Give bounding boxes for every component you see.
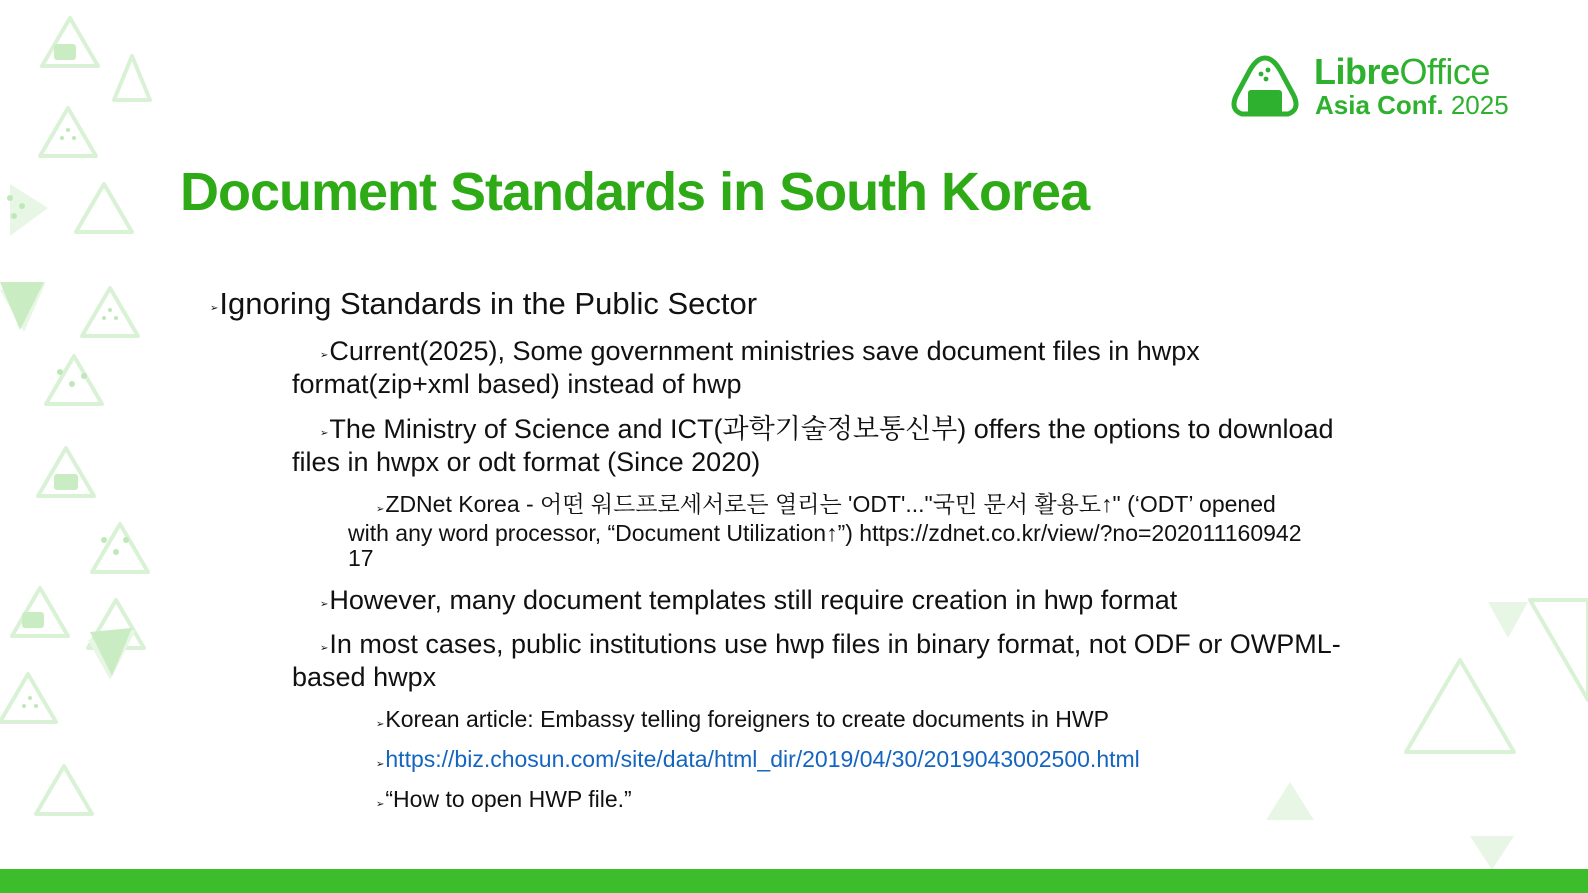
bullet-continuation: files in hwpx or odt format (Since 2020) bbox=[292, 447, 761, 477]
logo-name-bold: Libre bbox=[1314, 51, 1400, 92]
bullet-level3 bbox=[376, 785, 632, 814]
bullet-arrow-icon: ➢ bbox=[376, 719, 385, 730]
logo-event-year: 2025 bbox=[1450, 90, 1509, 120]
bullet-text: “How to open HWP file.” bbox=[385, 786, 632, 812]
bullet-arrow-icon: ➢ bbox=[320, 643, 329, 654]
bullet-level2 bbox=[320, 627, 1341, 661]
bullet-text: Ignoring Standards in the Public Sector bbox=[219, 286, 758, 321]
bullet-level2 bbox=[320, 334, 1200, 368]
bullet-text: In most cases, public institutions use hwp files in binary format, not ODF or OWPML- bbox=[329, 629, 1341, 659]
bullet-level3 bbox=[376, 490, 1276, 519]
bullet-arrow-icon: ➢ bbox=[376, 799, 385, 810]
chosun-article-link[interactable]: https://biz.chosun.com/site/data/html_dir/2019/04/30/2019043002500.html bbox=[385, 746, 1140, 772]
bullet-level2 bbox=[320, 583, 1177, 617]
bullet-continuation: format(zip+xml based) instead of hwp bbox=[292, 369, 742, 399]
bottom-accent-bar bbox=[0, 869, 1588, 893]
bullet-level1 bbox=[210, 286, 757, 322]
bullet-text: Current(2025), Some government ministries save document files in hwpx bbox=[329, 336, 1200, 366]
bullet-arrow-icon: ➢ bbox=[320, 428, 329, 439]
slide-title: Document Standards in South Korea bbox=[180, 162, 1090, 222]
bullet-continuation: with any word processor, “Document Utilization↑”) https://zdnet.co.kr/view/?no=202011160942 bbox=[348, 520, 1302, 546]
bullet-text: Korean article: Embassy telling foreigners to create documents in HWP bbox=[385, 706, 1109, 732]
logo-event-bold: Asia Conf. bbox=[1315, 90, 1444, 120]
bullet-arrow-icon: ➢ bbox=[376, 504, 385, 515]
bullet-arrow-icon: ➢ bbox=[320, 350, 329, 361]
bullet-text: The Ministry of Science and ICT(과학기술정보통신부) offers the options to download bbox=[329, 414, 1334, 444]
bullet-level3 bbox=[376, 745, 1140, 774]
bullet-level2 bbox=[320, 412, 1334, 446]
logo-name-rest: Office bbox=[1399, 51, 1490, 92]
bullet-continuation: based hwpx bbox=[292, 662, 437, 692]
bullet-text: ZDNet Korea - 어떤 워드프로세서로든 열리는 'ODT'..."국민 문서 활용도↑" (‘ODT’ opened bbox=[385, 491, 1276, 517]
bullet-arrow-icon: ➢ bbox=[376, 759, 385, 770]
bullet-arrow-icon: ➢ bbox=[320, 599, 329, 610]
bullet-continuation: 17 bbox=[348, 545, 374, 571]
bullet-arrow-icon: ➢ bbox=[210, 303, 219, 314]
bullet-level3 bbox=[376, 705, 1109, 734]
bullet-text: However, many document templates still require creation in hwp format bbox=[329, 585, 1178, 615]
